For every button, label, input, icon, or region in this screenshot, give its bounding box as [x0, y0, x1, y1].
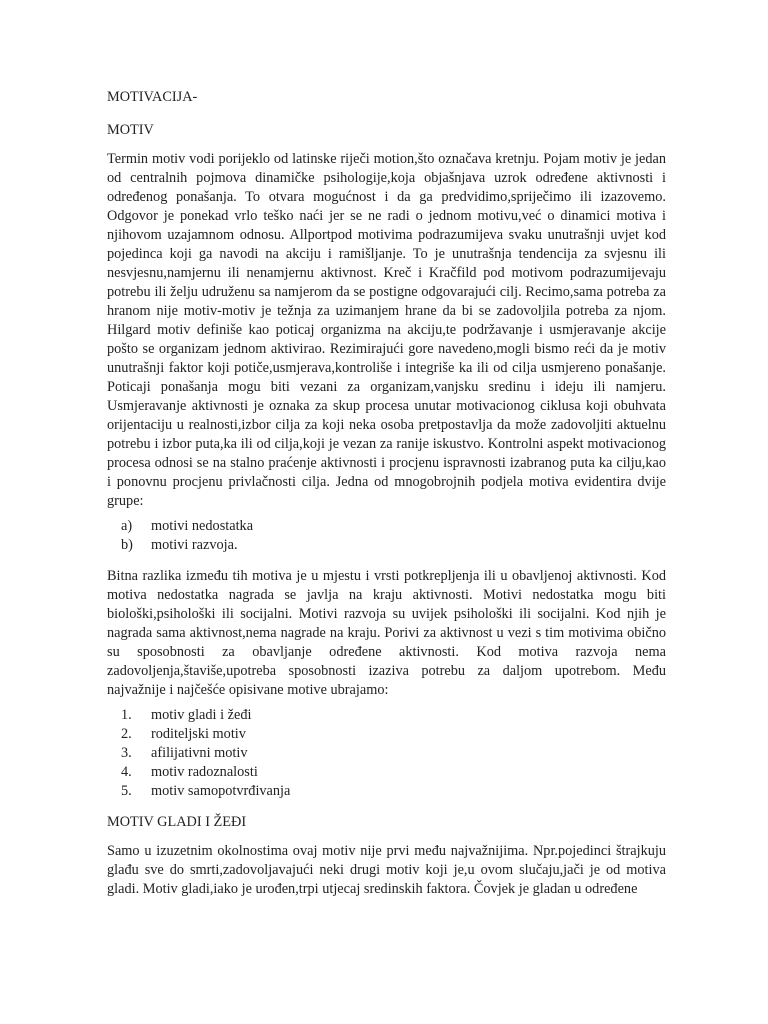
list-item — [121, 763, 666, 782]
paragraph-hunger: Samo u izuzetnim okolnostima ovaj motiv nije prvi među najvažnijima. Npr.pojedinci štrajkuju glađu sve do smrti,zadovoljavajući neki drugi motiv koji je,u ovom slučaju,jači je od motiva gladi. Motiv gladi,iako je urođen,trpi utjecaj sredinskih faktora. Čovjek je gladan u određene — [107, 843, 666, 897]
list-item-text: motivi nedostatka — [151, 518, 254, 534]
document-title: MOTIVACIJA- — [107, 89, 198, 105]
section-heading-motiv-gladi: MOTIV GLADI I ŽEĐI — [107, 814, 247, 830]
list-marker: b) — [121, 537, 133, 553]
list-marker: 1. — [121, 707, 132, 723]
list-item — [121, 782, 666, 801]
motive-groups-list — [107, 517, 666, 555]
important-motives-list — [107, 706, 666, 801]
document-page — [107, 88, 666, 899]
list-item-text: roditeljski motiv — [151, 726, 246, 742]
list-marker: 5. — [121, 783, 132, 799]
list-marker: 4. — [121, 764, 132, 780]
section-heading-motiv: MOTIV — [107, 122, 154, 138]
list-marker: 2. — [121, 726, 132, 742]
list-item-text: motiv radoznalosti — [151, 764, 258, 780]
list-item-text: motivi razvoja. — [151, 537, 238, 553]
paragraph-intro: Termin motiv vodi porijeklo od latinske riječi motion,što označava kretnju. Pojam motiv je jedan od centralnih pojmova dinamičke psihologije,koja objašnjava uzrok određene aktivnosti i određenog ponašanja. To otvara mogućnost i da ga predvidimo,spriječimo ili izazovemo. Odgovor je ponekad vrlo teško naći jer se ne radi o jednom motivu,već o dinamici motiva i njihovom uzajamnom odnosu. Allportpod motivima podrazumijeva svaku unutrašnji uvjet kod pojedinca koji ga navodi na akciju i ramišljanje. To je unutrašnja tendencija za svjesnu ili nesvjesnu,namjernu ili nenamjernu aktivnost. Kreč i Kračfild pod motivom podrazumijevaju potrebu ili želju udruženu sa namjerom da se postigne odgovarajući cilj. Recimo,sama potreba za hranom nije motiv-motiv je težnja za uzimanjem hrane da bi se zadovoljila potreba za njom. Hilgard motiv definiše kao poticaj organizma na akciju,te podržavanje i usmjeravanje akcije pošto se organizam jednom aktivirao. Rezimirajući gore navedeno,mogli bismo reći da je motiv unutrašnji faktor koji potiče,usmjerava,kontroliše i integriše ka ili od cilja usmjereno ponašanje. Poticaji ponašanja mogu biti vezani za organizam,vanjsku sredinu i ideju ili namjeru. Usmjeravanje aktivnosti je oznaka za skup procesa unutar motivacionog ciklusa koji obuhvata orijentaciju u realnosti,izbor cilja za koji neka osoba pretpostavlja da može zadovoljiti aktuelnu potrebu i izbor puta,ka ili od cilja,koji je vezan za ranije iskustvo. Kontrolni aspekt motivacionog procesa odnosi se na stalno praćenje aktivnosti i procjenu ispravnosti izabranog puta ka cilju,kao i ponovnu procjenu privlačnosti cilja. Jedna od mnogobrojnih podjela motiva evidentira dvije grupe: — [107, 151, 666, 509]
list-item — [121, 744, 666, 763]
list-marker: a) — [121, 518, 133, 534]
list-item-text: motiv gladi i žeđi — [151, 707, 252, 723]
list-item — [121, 536, 666, 555]
list-item-text: afilijativni motiv — [151, 745, 248, 761]
paragraph-differences: Bitna razlika između tih motiva je u mjestu i vrsti potkrepljenja ili u obavljenoj aktivnosti. Kod motiva nedostatka nagrada se javlja na kraju aktivnosti. Motivi nedostatka mogu biti biološki,psihološki ili socijalni. Motivi razvoja su uvijek psihološki ili socijalni. Kod njih je nagrada sama aktivnost,nema nagrade na kraju. Porivi za aktivnost u vezi s tim motivima obično su sposobnosti za obavljanje određene aktivnosti. Kod motiva razvoja nema zadovoljenja,štaviše,upotreba sposobnosti izaziva potrebu za daljom upotrebom. Među najvažnije i najčešće opisivane motive ubrajamo: — [107, 568, 666, 698]
list-item — [121, 706, 666, 725]
list-item — [121, 725, 666, 744]
list-marker: 3. — [121, 745, 132, 761]
list-item-text: motiv samopotvrđivanja — [151, 783, 291, 799]
list-item — [121, 517, 666, 536]
